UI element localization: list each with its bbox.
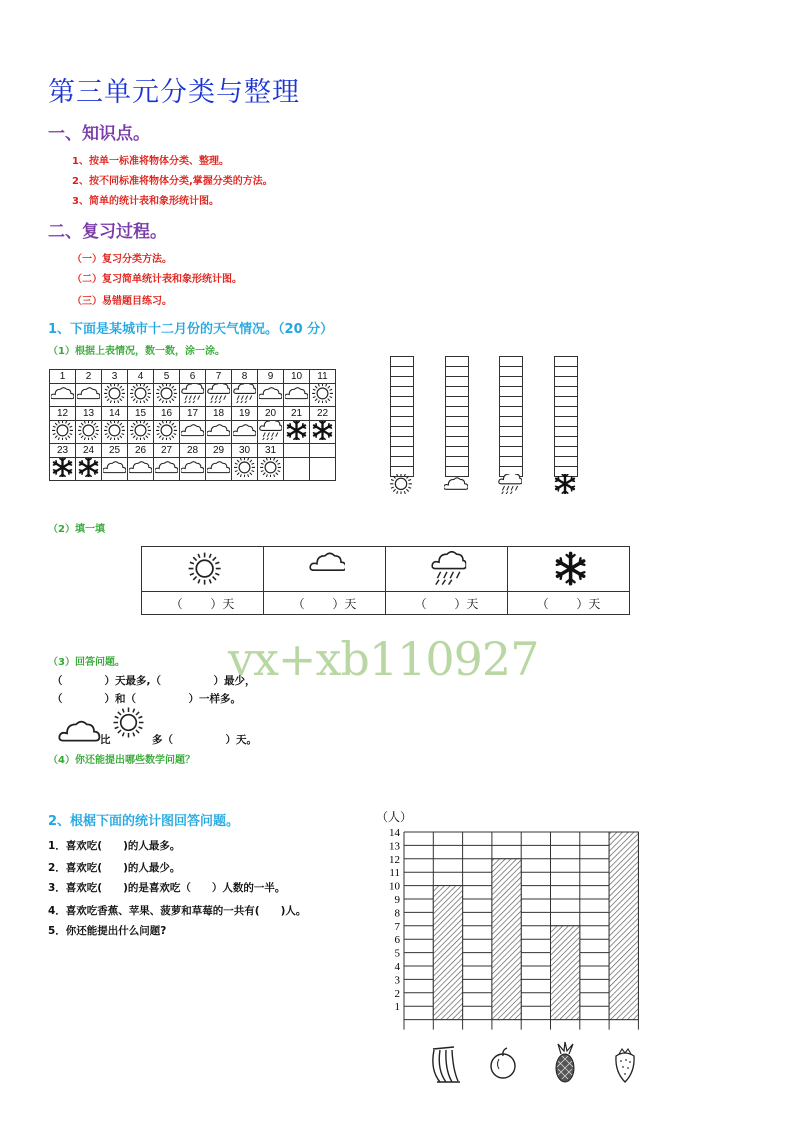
tally-cell[interactable]: [500, 357, 522, 367]
rain-icon: [233, 384, 256, 403]
calendar-weather-cell: [206, 420, 232, 443]
snowflake-icon: [77, 458, 100, 477]
calendar-day-number: 10: [284, 370, 310, 384]
tally-cell[interactable]: [500, 447, 522, 457]
sun-icon: [112, 706, 150, 742]
calendar-weather-cell: [50, 457, 76, 480]
tally-cell[interactable]: [555, 457, 577, 467]
calendar-day-number: 7: [206, 370, 232, 384]
calendar-weather-cell: [310, 384, 336, 407]
calendar-day-number: 3: [102, 370, 128, 384]
tally-cell[interactable]: [500, 427, 522, 437]
calendar-day-number: 8: [232, 370, 258, 384]
question1-sub4: （4）你还能提出哪些数学问题？: [48, 755, 195, 766]
question1-sub3: （3）回答问题。: [48, 657, 125, 668]
tally-cell[interactable]: [555, 407, 577, 417]
y-tick-label: 5: [394, 947, 400, 960]
knowledge-item-2: 2、按不同标准将物体分类,掌握分类的方法。: [72, 176, 273, 187]
chart-unit-label: （人）: [376, 810, 413, 824]
sun-icon: [311, 384, 334, 403]
calendar-weather-cell: [232, 457, 258, 480]
calendar-weather-cell: [50, 384, 76, 407]
tally-cell[interactable]: [555, 367, 577, 377]
fruit-bar-chart: [370, 824, 670, 1086]
tally-cell[interactable]: [391, 457, 413, 467]
calendar-day-number: [310, 443, 336, 457]
sun-icon: [155, 384, 178, 403]
knowledge-item-3: 3、简单的统计表和象形统计图。: [72, 196, 219, 207]
fill-answer-rain[interactable]: （ ）天: [386, 592, 508, 615]
y-tick-label: 13: [389, 840, 400, 853]
tally-cell[interactable]: [500, 367, 522, 377]
calendar-day-number: 20: [258, 406, 284, 420]
q2-item-1: 1．喜欢吃( )的人最多。: [48, 840, 181, 852]
calendar-weather-cell: [154, 420, 180, 443]
sun-icon: [389, 474, 413, 494]
calendar-weather-cell: [206, 457, 232, 480]
y-tick-label: 2: [394, 987, 400, 1000]
knowledge-item-1: 1、按单一标准将物体分类、整理。: [72, 156, 229, 167]
review-item-3: （三）易错题目练习。: [72, 296, 172, 307]
tally-column[interactable]: [554, 356, 578, 477]
bar-banana: [433, 886, 462, 1020]
tally-cell[interactable]: [446, 417, 468, 427]
cloud-icon: [181, 421, 204, 440]
calendar-day-number: 17: [180, 406, 206, 420]
calendar-day-number: 2: [76, 370, 102, 384]
cloud-icon: [155, 458, 178, 477]
sun-icon: [129, 421, 152, 440]
calendar-day-number: 18: [206, 406, 232, 420]
calendar-weather-cell: [128, 457, 154, 480]
tally-cell[interactable]: [391, 387, 413, 397]
cloud-icon: [207, 421, 230, 440]
rain-icon: [181, 384, 204, 403]
calendar-weather-cell: [180, 420, 206, 443]
tally-column[interactable]: [390, 356, 414, 477]
y-tick-label: 14: [389, 827, 400, 839]
calendar-weather-cell: [102, 420, 128, 443]
calendar-weather-cell: [284, 457, 310, 480]
tally-cell[interactable]: [446, 387, 468, 397]
calendar-day-number: 22: [310, 406, 336, 420]
rain-icon: [427, 550, 467, 586]
cloud-icon: [259, 384, 282, 403]
calendar-day-number: 23: [50, 443, 76, 457]
calendar-weather-cell: [154, 384, 180, 407]
sun-icon: [183, 550, 223, 586]
calendar-weather-cell: [232, 384, 258, 407]
calendar-weather-cell: [50, 420, 76, 443]
sun-icon: [51, 421, 74, 440]
fill-cell-snow: [508, 547, 630, 592]
cloud-icon: [77, 384, 100, 403]
calendar-weather-cell: [102, 457, 128, 480]
calendar-day-number: 15: [128, 406, 154, 420]
fill-cell-rain: [386, 547, 508, 592]
answer-line-1: （ ）天最多,（ ）最少，: [52, 675, 256, 687]
tally-column[interactable]: [445, 356, 469, 477]
calendar-weather-cell: [128, 420, 154, 443]
tally-cell[interactable]: [391, 427, 413, 437]
tally-cell[interactable]: [500, 377, 522, 387]
calendar-day-number: 24: [76, 443, 102, 457]
tally-cell[interactable]: [500, 457, 522, 467]
tally-cell[interactable]: [446, 427, 468, 437]
tally-cell[interactable]: [555, 377, 577, 387]
q2-item-4: 4．喜欢吃香蕉、苹果、菠萝和草莓的一共有( )人。: [48, 905, 307, 917]
fill-cell-cloud: [264, 547, 386, 592]
calendar-day-number: 31: [258, 443, 284, 457]
strawberry-icon: [616, 1049, 634, 1082]
cloud-icon: [207, 458, 230, 477]
q2-item-5: 5．你还能提出什么问题?: [48, 925, 167, 937]
sun-icon: [103, 421, 126, 440]
fill-answer-sun[interactable]: （ ）天: [142, 592, 264, 615]
calendar-day-number: 21: [284, 406, 310, 420]
snowflake-icon: [311, 421, 334, 440]
review-item-1: （一）复习分类方法。: [72, 254, 172, 265]
review-item-2: （二）复习简单统计表和象形统计图。: [72, 274, 242, 285]
calendar-weather-cell: [76, 457, 102, 480]
cloud-icon: [305, 550, 345, 586]
cloud-icon: [58, 719, 102, 743]
calendar-weather-cell: [232, 420, 258, 443]
calendar-day-number: 4: [128, 370, 154, 384]
answer-line-3b: 多（ ）天。: [152, 734, 257, 746]
y-tick-label: 6: [394, 934, 400, 947]
tally-cell[interactable]: [391, 367, 413, 377]
calendar-weather-cell: [284, 420, 310, 443]
y-tick-label: 11: [389, 867, 400, 880]
calendar-weather-cell: [76, 384, 102, 407]
calendar-day-number: 6: [180, 370, 206, 384]
tally-cell[interactable]: [446, 377, 468, 387]
calendar-day-number: 11: [310, 370, 336, 384]
calendar-day-number: 27: [154, 443, 180, 457]
rain-icon: [259, 421, 282, 440]
tally-cell[interactable]: [500, 417, 522, 427]
bar-strawberry: [609, 832, 638, 1020]
fill-cell-sun: [142, 547, 264, 592]
tally-cell[interactable]: [500, 387, 522, 397]
q2-item-3: 3．喜欢吃( )的是喜欢吃（ ）人数的一半。: [48, 882, 286, 894]
bar-apple: [492, 859, 521, 1020]
page-title: 第三单元分类与整理: [48, 77, 300, 108]
tally-cell[interactable]: [500, 397, 522, 407]
y-tick-label: 3: [394, 974, 400, 987]
section2-heading: 二、复习过程。: [48, 222, 167, 242]
calendar-day-number: 12: [50, 406, 76, 420]
bar-pineapple: [551, 926, 580, 1020]
calendar-day-number: 16: [154, 406, 180, 420]
tally-cell[interactable]: [391, 447, 413, 457]
cloud-icon: [129, 458, 152, 477]
tally-cell[interactable]: [446, 407, 468, 417]
calendar-day-number: 28: [180, 443, 206, 457]
calendar-weather-cell: [180, 457, 206, 480]
calendar-weather-cell: [180, 384, 206, 407]
calendar-day-number: 29: [206, 443, 232, 457]
calendar-weather-cell: [128, 384, 154, 407]
question1-heading: 1、下面是某城市十二月份的天气情况。（20 分）: [48, 322, 334, 337]
snowflake-icon: [549, 550, 589, 586]
weather-calendar: [49, 369, 336, 481]
tally-cell[interactable]: [555, 437, 577, 447]
y-tick-label: 1: [394, 1001, 400, 1014]
question2-heading: 2、根椐下面的统计图回答问题。: [48, 814, 240, 829]
question1-sub1: （1）根据上表情况，数一数，涂一涂。: [48, 346, 225, 357]
section1-heading: 一、知识点。: [48, 124, 150, 144]
tally-cell[interactable]: [391, 357, 413, 367]
pineapple-icon: [556, 1042, 574, 1082]
calendar-day-number: 25: [102, 443, 128, 457]
calendar-weather-cell: [258, 420, 284, 443]
answer-line-2: （ ）和（ ）一样多。: [52, 693, 241, 705]
calendar-weather-cell: [76, 420, 102, 443]
calendar-weather-cell: [310, 420, 336, 443]
tally-cell[interactable]: [500, 407, 522, 417]
tally-cell[interactable]: [555, 357, 577, 367]
tally-cell[interactable]: [555, 387, 577, 397]
calendar-day-number: 9: [258, 370, 284, 384]
tally-cell[interactable]: [391, 397, 413, 407]
tally-cell[interactable]: [555, 417, 577, 427]
calendar-weather-cell: [310, 457, 336, 480]
calendar-day-number: 26: [128, 443, 154, 457]
calendar-day-number: 1: [50, 370, 76, 384]
tally-cell[interactable]: [555, 397, 577, 407]
fill-answer-cloud[interactable]: （ ）天: [264, 592, 386, 615]
calendar-weather-cell: [258, 384, 284, 407]
calendar-day-number: 13: [76, 406, 102, 420]
fill-table: [141, 546, 630, 615]
tally-cell[interactable]: [446, 457, 468, 467]
tally-cell[interactable]: [446, 447, 468, 457]
q2-item-2: 2．喜欢吃( )的人最少。: [48, 862, 181, 874]
y-tick-label: 8: [394, 907, 400, 920]
apple-icon: [491, 1048, 515, 1078]
cloud-icon: [444, 474, 468, 494]
snowflake-icon: [285, 421, 308, 440]
tally-cell[interactable]: [391, 417, 413, 427]
calendar-weather-cell: [284, 384, 310, 407]
y-tick-label: 9: [394, 894, 400, 906]
snowflake-icon: [553, 474, 577, 494]
tally-column[interactable]: [499, 356, 523, 477]
tally-cell[interactable]: [555, 427, 577, 437]
y-tick-label: 12: [389, 853, 400, 866]
sun-icon: [77, 421, 100, 440]
tally-cell[interactable]: [446, 367, 468, 377]
calendar-weather-cell: [258, 457, 284, 480]
question1-sub2: （2）填一填: [48, 524, 105, 535]
sun-icon: [129, 384, 152, 403]
sun-icon: [155, 421, 178, 440]
snowflake-icon: [51, 458, 74, 477]
sun-icon: [233, 458, 256, 477]
calendar-weather-cell: [206, 384, 232, 407]
tally-cell[interactable]: [500, 437, 522, 447]
cloud-icon: [51, 384, 74, 403]
sun-icon: [103, 384, 126, 403]
y-tick-label: 10: [389, 880, 400, 893]
calendar-weather-cell: [154, 457, 180, 480]
tally-cell[interactable]: [555, 447, 577, 457]
rain-icon: [498, 474, 522, 494]
tally-cell[interactable]: [446, 437, 468, 447]
y-tick-label: 4: [394, 961, 400, 973]
cloud-icon: [181, 458, 204, 477]
cloud-icon: [285, 384, 308, 403]
tally-cell[interactable]: [391, 437, 413, 447]
calendar-weather-cell: [102, 384, 128, 407]
sun-icon: [259, 458, 282, 477]
answer-line-3a: 比: [100, 734, 111, 746]
calendar-day-number: 19: [232, 406, 258, 420]
watermark: vx+xb110927: [228, 632, 539, 686]
tally-cell[interactable]: [446, 357, 468, 367]
cloud-icon: [233, 421, 256, 440]
cloud-icon: [103, 458, 126, 477]
calendar-day-number: 5: [154, 370, 180, 384]
tally-cell[interactable]: [446, 397, 468, 407]
tally-cell[interactable]: [391, 377, 413, 387]
calendar-day-number: 30: [232, 443, 258, 457]
tally-cell[interactable]: [391, 407, 413, 417]
rain-icon: [207, 384, 230, 403]
fill-answer-snow[interactable]: （ ）天: [508, 592, 630, 615]
calendar-day-number: 14: [102, 406, 128, 420]
calendar-day-number: [284, 443, 310, 457]
banana-icon: [433, 1047, 460, 1082]
y-tick-label: 7: [394, 920, 400, 933]
